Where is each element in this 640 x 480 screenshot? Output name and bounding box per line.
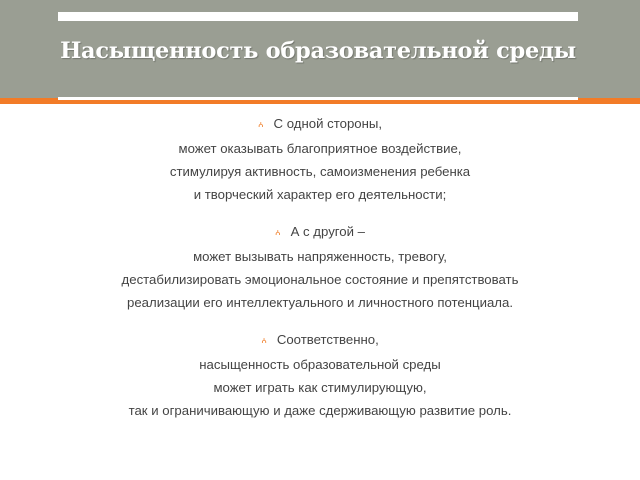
text-line: насыщенность образовательной среды: [199, 357, 441, 372]
bullet-block-3: [80, 328, 560, 422]
header-decor-line: [58, 12, 578, 21]
text-line: стимулируя активность, самоизменения ребенка: [169, 164, 471, 179]
bullet-block-2: [80, 220, 560, 314]
text-line: так и ограничивающую и даже сдерживающую развитие роль.: [128, 403, 512, 418]
bullet-icon: ꭅ: [274, 228, 281, 238]
text-line: реализации его интеллектуального и личностного потенциала.: [127, 295, 513, 310]
text-line: дестабилизировать эмоциональное состояние и препятствовать: [121, 272, 519, 287]
text-line: может играть как стимулирующую,: [213, 380, 427, 395]
bullet-lead: С одной стороны,: [273, 116, 383, 131]
text-line: и творческий характер его деятельности;: [193, 187, 447, 202]
slide-title: Насыщенность образовательной среды: [60, 38, 576, 64]
bullet-lead: А с другой –: [290, 224, 366, 239]
bullet-icon: ꭅ: [257, 120, 264, 130]
bullet-block-1: [80, 112, 560, 206]
text-line: может вызывать напряженность, тревогу,: [193, 249, 447, 264]
slide-body: [80, 112, 560, 436]
text-line: может оказывать благоприятное воздействие,: [178, 141, 462, 156]
bullet-icon: ꭅ: [261, 336, 267, 346]
header-bottom-line: [58, 97, 578, 100]
bullet-lead: Соответственно,: [276, 332, 379, 347]
